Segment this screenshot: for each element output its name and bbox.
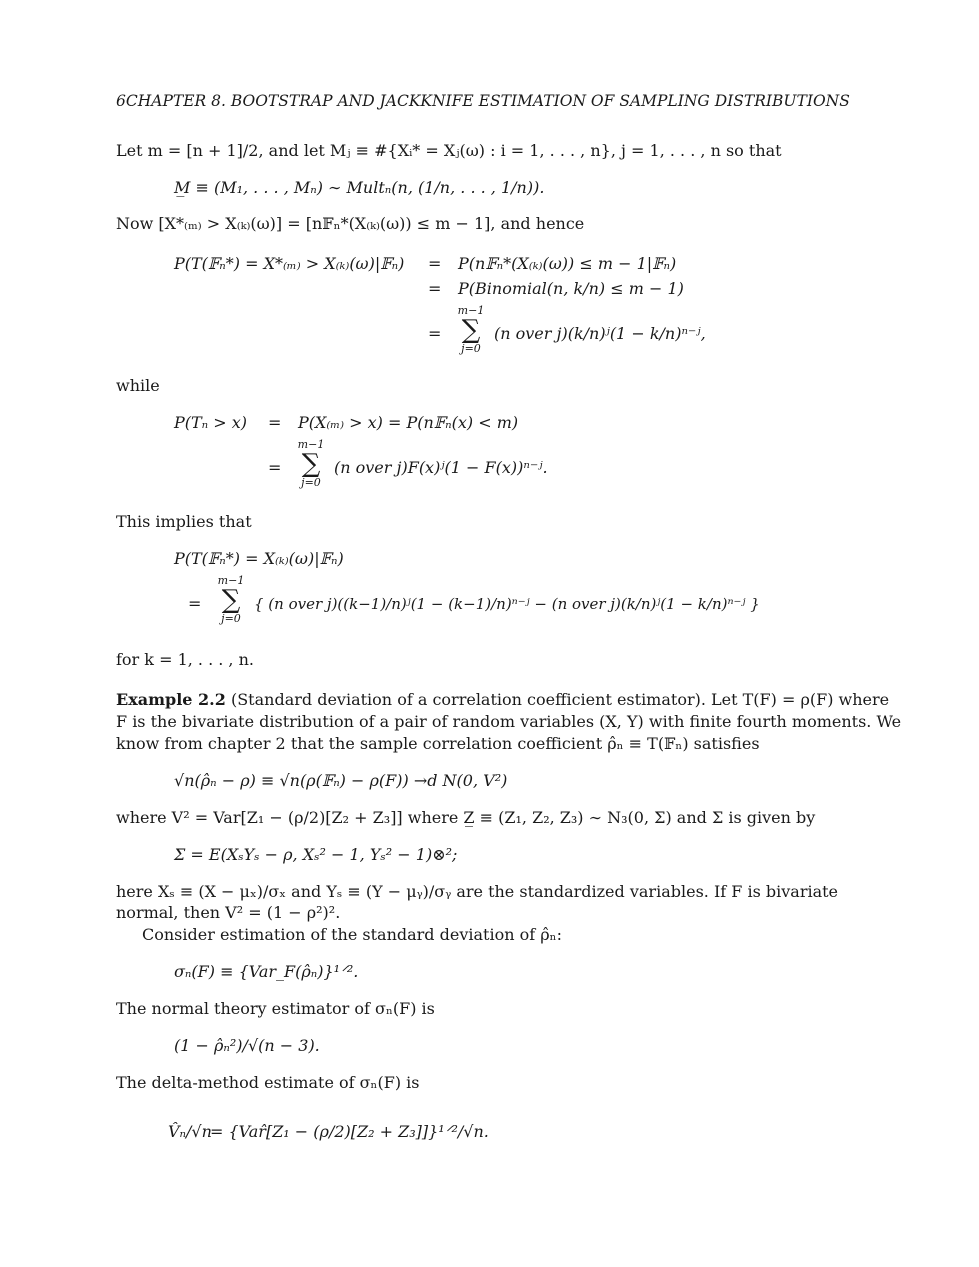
text-here-line-2: normal, then V² = (1 − ρ²)². [116,903,341,922]
example-line-2: F is the bivariate distribution of a pair of random variables (X, Y) with finite fourth moments. We [116,712,902,731]
equation-sigma-matrix: Σ = E(XₛYₛ − ρ, Xₛ² − 1, Yₛ² − 1)⊗²; [174,845,458,864]
sum-lower-limit: j=0 [461,342,481,355]
equation-a-eq1: = [428,254,442,273]
text-here-line-1: here Xₛ ≡ (X − μₓ)/σₓ and Yₛ ≡ (Y − μᵧ)/σᵧ are the standardized variables. If F is bivariate [116,882,839,901]
equation-sd: σₙ(F) ≡ {Var_F(ρ̂ₙ)}¹ᐟ². [174,962,359,981]
equation-a-eq3: = [428,324,442,343]
sum-upper-limit: m−1 [457,304,485,317]
example-title: (Standard deviation of a correlation coefficient estimator). Let T(F) = ρ(F) where [225,690,890,709]
equation-c-lhs: P(T(𝔽ₙ*) = X₍ₖ₎(ω)|𝔽ₙ) [174,549,344,568]
example-line-1 [116,690,889,710]
equation-b-sum [292,439,330,489]
sum-upper-limit: m−1 [297,438,325,451]
text-line-now: Now [X*₍ₘ₎ > X₍ₖ₎(ω)] = [n𝔽ₙ*(X₍ₖ₎(ω)) ≤ m − 1], and hence [116,214,585,233]
equation-a-eq2: = [428,279,442,298]
equation-b-rhs1: P(X₍ₘ₎ > x) = P(n𝔽ₙ(x) < m) [298,413,519,432]
equation-multinomial: M̲ ≡ (M₁, . . . , Mₙ) ∼ Multₙ(n, (1/n, . . . , 1/n)). [174,178,545,197]
sum-sigma: ∑ [221,585,241,615]
equation-delta: = {Var̂[Z₁ − (ρ/2)[Z₂ + Z₃]]}¹ᐟ²/√n. [210,1122,489,1141]
equation-delta-fraction: V̂ₙ/√n [168,1122,212,1141]
text-normal-theory: The normal theory estimator of σₙ(F) is [116,999,435,1018]
equation-normal-theory: (1 − ρ̂ₙ²)/√(n − 3). [174,1036,320,1055]
equation-a-rhs1: P(n𝔽ₙ*(X₍ₖ₎(ω)) ≤ m − 1|𝔽ₙ) [458,254,677,273]
text-where-v: where V² = Var[Z₁ − (ρ/2)[Z₂ + Z₃]] where Z̲ ≡ (Z₁, Z₂, Z₃) ∼ N₃(0, Σ) and Σ is given by [116,808,816,827]
sum-lower-limit: j=0 [301,476,321,489]
equation-b-lhs: P(Tₙ > x) [174,413,248,432]
equation-a-rhs2: P(Binomial(n, k/n) ≤ m − 1) [458,279,684,298]
running-header [116,91,850,111]
page-number: 6 [116,92,126,110]
sum-upper-limit: m−1 [217,574,245,587]
equation-c-eq: = [188,594,202,613]
sum-sigma: ∑ [461,315,481,345]
sum-lower-limit: j=0 [221,612,241,625]
equation-c-sum [212,575,250,625]
text-delta-method: The delta-method estimate of σₙ(F) is [116,1073,420,1092]
equation-b-rhs2: (n over j)F(x)ʲ(1 − F(x))ⁿ⁻ʲ. [334,458,548,477]
text-consider: Consider estimation of the standard deviation of ρ̂ₙ: [142,925,562,944]
sum-sigma: ∑ [301,449,321,479]
equation-b-eq1: = [268,413,282,432]
example-line-3: know from chapter 2 that the sample correlation coefficient ρ̂ₙ ≡ T(𝔽ₙ) satisfies [116,734,760,753]
text-implies: This implies that [116,512,252,531]
text-line-let-m: Let m = [n + 1]/2, and let Mⱼ ≡ #{Xᵢ* = Xⱼ(ω) : i = 1, . . . , n}, j = 1, . . . , n so that [116,141,782,160]
text-while: while [116,376,160,395]
equation-c-rhs: { (n over j)((k−1)/n)ʲ(1 − (k−1)/n)ⁿ⁻ʲ − (n over j)(k/n)ʲ(1 − k/n)ⁿ⁻ʲ } [254,595,760,613]
equation-a-sum [452,305,490,355]
example-label: Example 2.2 [116,690,226,709]
equation-a-lhs: P(T(𝔽ₙ*) = X*₍ₘ₎ > X₍ₖ₎(ω)|𝔽ₙ) [174,254,405,273]
text-for-k: for k = 1, . . . , n. [116,650,254,669]
running-title: CHAPTER 8. BOOTSTRAP AND JACKKNIFE ESTIMATION OF SAMPLING DISTRIBUTIONS [125,92,850,110]
equation-sqrt-n: √n(ρ̂ₙ − ρ) ≡ √n(ρ(𝔽ₙ) − ρ(F)) →d N(0, V²) [174,771,508,790]
equation-a-rhs3: (n over j)(k/n)ʲ(1 − k/n)ⁿ⁻ʲ, [494,324,706,343]
equation-b-eq2: = [268,458,282,477]
